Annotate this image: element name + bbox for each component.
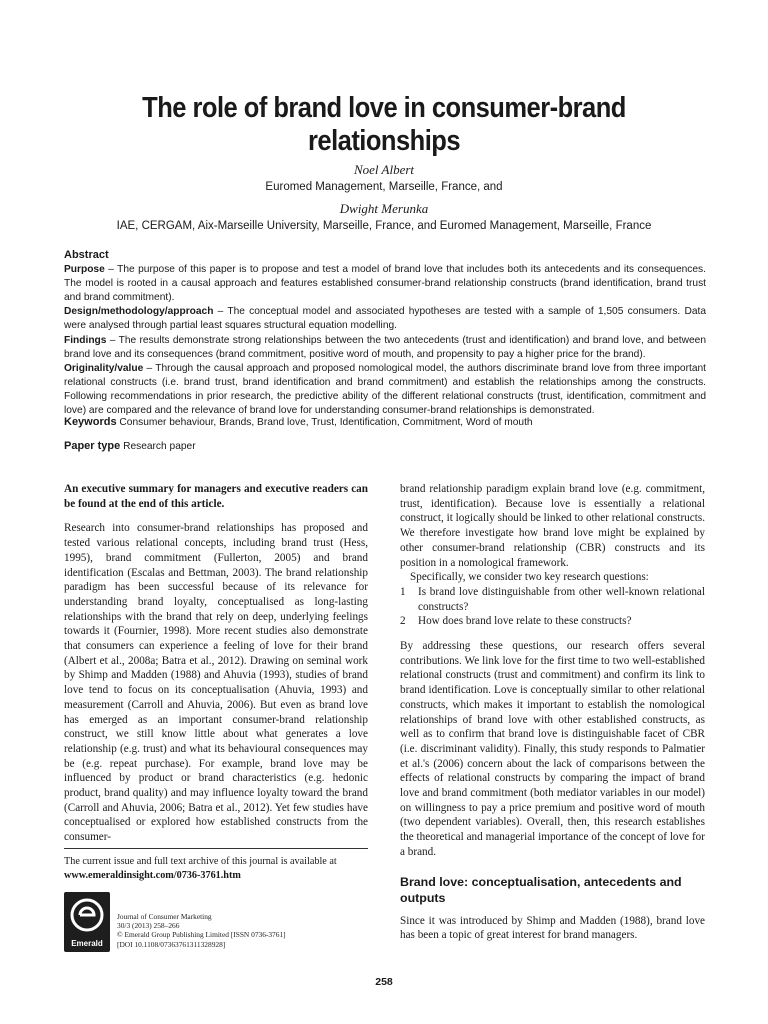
- originality-text: – Through the causal approach and proposed nomological model, the authors discriminate brand love from three important relational constructs (i.e. brand trust, brand identification and brand commitment) and establish the relationships among the constructs. Following recommendations in prior research, the predictive ability of the different relational constructs (trust, identification, commitment and love) are compared and the relevance of brand love for understanding consumer-brand relationships is demonstrated.: [64, 362, 706, 417]
- continuation-paragraph: brand relationship paradigm explain brand love (e.g. commitment, trust, identification). Because love is essentially a relational construct, it logically should be linked to other relational constructs. We therefore investigate how brand love might be explained by other consumer-brand relationship (CBR) constructs and its position in a nomological framework.: [400, 483, 705, 569]
- abstract-heading: Abstract: [64, 249, 109, 261]
- journal-archive-note: [64, 848, 368, 882]
- paper-type-text: Research paper: [123, 441, 196, 452]
- journal-name: Journal of Consumer Marketing: [117, 912, 212, 921]
- research-question-2: [400, 614, 705, 629]
- author-name-2: Dwight Merunka: [339, 201, 429, 216]
- executive-summary-note: An executive summary for managers and executive readers can be found at the end of this article.: [64, 483, 368, 510]
- intro-paragraph: Research into consumer-brand relationships has proposed and tested various relational concepts, including brand trust (Hess, 1995), brand commitment (Fullerton, 2005) and brand identification (Escalas and Bettman, 2003). The brand relationship paradigm has been successful because of its relevance for understanding brand loyalty, conceptualised as long-lasting relationships with the brand that rely on deep, underlying feelings towards it (Fournier, 1998). More recent studies also demonstrate that consumers can experience a feeling of love for their brand (Albert et al., 2008a; Batra et al., 2012). Drawing on seminal work by Shimp and Madden (1988) and Ahuvia (1993), studies of brand love tend to focus on its conceptualisation (Ahuvia, 1993) and measurement (Carroll and Ahuvia, 2006). But even as brand love has emerged as an important consumer-brand relationship construct, we still know little about what generates a love relationship (e.g. trust) and what its behavioural consequences may be (e.g. repeat purchase). For example, brand love may be influenced by product or brand characteristics (e.g. hedonic product, brand quality) and may influence loyalty toward the brand (Carroll and Ahuvia, 2006; Batra et al., 2012). Yet few studies have conceptualised or explored how established constructs from the consumer-: [64, 522, 368, 844]
- originality-label: Originality/value: [64, 362, 144, 374]
- design-text: – The conceptual model and associated hypotheses are tested with a sample of 1,505 consumers. Data were analysed through partial least squares structural equation modelling.: [64, 306, 706, 332]
- journal-info: [117, 912, 357, 949]
- abstract-design: [64, 305, 706, 333]
- section-paragraph: Since it was introduced by Shimp and Madden (1988), brand love has been a topic of great interest for brand managers.: [400, 914, 705, 942]
- paper-type: [64, 440, 706, 452]
- rq-intro: Specifically, we consider two key research questions:: [410, 571, 649, 584]
- emerald-logo-label: Emerald: [71, 939, 103, 948]
- emerald-logo-icon: [69, 896, 105, 934]
- findings-text: – The results demonstrate strong relationships between the two antecedents (trust and identification) and brand love, and between brand love and its consequences (brand commitment, positive word of mouth, and propensity to pay a higher price for the brand).: [64, 334, 706, 360]
- journal-volume: 30/3 (2013) 258–266: [117, 921, 180, 931]
- abstract: [64, 248, 706, 418]
- keywords: [64, 416, 706, 428]
- page-number: 258: [375, 976, 393, 988]
- findings-label: Findings: [64, 334, 107, 346]
- rq-number: 1: [400, 585, 406, 598]
- design-label: Design/methodology/approach: [64, 306, 214, 318]
- research-question-1: [400, 585, 705, 614]
- author-affiliation-1: Euromed Management, Marseille, France, and: [265, 181, 503, 193]
- keywords-text: Consumer behaviour, Brands, Brand love, Trust, Identification, Commitment, Word of mouth: [119, 417, 533, 428]
- right-column: [400, 482, 705, 943]
- author-affiliation-2: IAE, CERGAM, Aix-Marseille University, Marseille, France, and Euromed Management, Marseille, France: [116, 220, 652, 232]
- paper-type-label: Paper type: [64, 440, 121, 452]
- rq-text: How does brand love relate to these constructs?: [418, 615, 632, 628]
- purpose-label: Purpose: [64, 264, 105, 276]
- abstract-originality: [64, 362, 706, 418]
- keywords-label: Keywords: [64, 416, 117, 428]
- purpose-text: – The purpose of this paper is to propose and test a model of brand love that includes both its antecedents and its consequences. The model is rooted in a causal approach and features established consumer-brand relationship constructs (brand identification, brand trust and brand commitment).: [64, 264, 706, 304]
- journal-url: www.emeraldinsight.com/0736-3761.htm: [64, 869, 241, 881]
- abstract-purpose: [64, 263, 706, 305]
- journal-copyright: © Emerald Group Publishing Limited [ISSN 0736-3761]: [117, 930, 286, 940]
- journal-doi: [DOI 10.1108/07363761311328928]: [117, 939, 226, 949]
- section-heading: Brand love: conceptualisation, antecedents and outputs: [400, 874, 682, 905]
- paper-title: The role of brand love in consumer-brand relationships: [142, 92, 626, 157]
- abstract-findings: [64, 334, 706, 362]
- archive-text: The current issue and full text archive of this journal is available at: [64, 856, 337, 867]
- rq-text: Is brand love distinguishable from other well-known relational constructs?: [418, 585, 705, 613]
- emerald-logo: [64, 892, 110, 952]
- rq-number: 2: [400, 615, 406, 628]
- author-name-1: Noel Albert: [353, 162, 415, 177]
- left-column: [64, 482, 368, 845]
- contributions-paragraph: By addressing these questions, our research offers several contributions. We link love for the first time to two well-established relational constructs (trust and commitment) and confirm its link to brand identification. Love is conceptually similar to other relational constructs, which makes it important to establish the nomological relationships of brand love with other established constructs, as well as to confirm that brand love is distinguishable facet of CBR (i.e. discriminant validity). Finally, this study responds to Palmatier et al.'s (2006) concern about the lack of comparisons between the effects of relational constructs by comparing the impact of brand love and brand commitment (both mediator variables in our model) on willingness to pay a price premium and positive word of mouth (two dependent variables). Overall, then, this research establishes the theoretical and managerial importance of the concept of love for a brand.: [400, 640, 705, 858]
